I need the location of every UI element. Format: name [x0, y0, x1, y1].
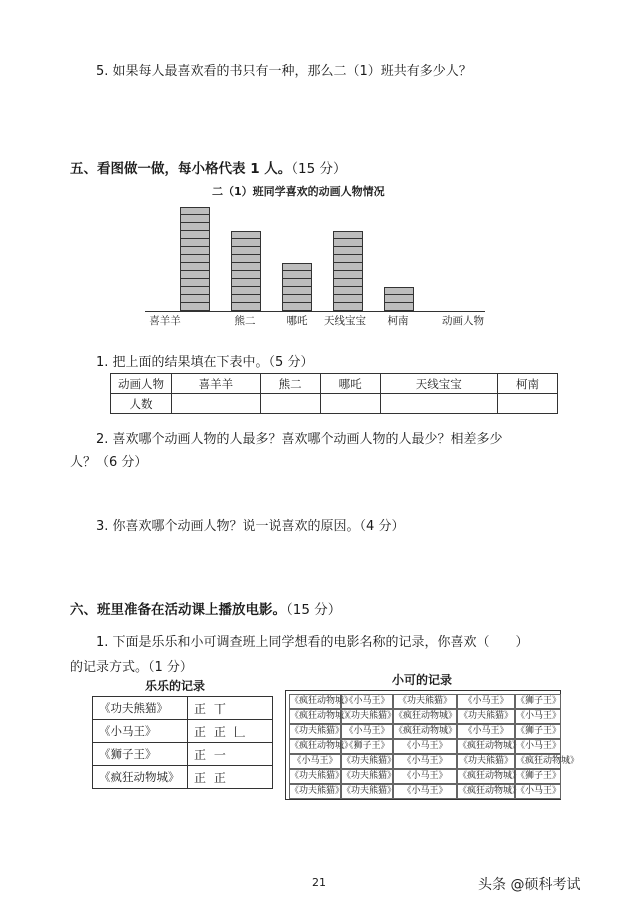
xiaoke-record-entry: 《功夫熊猫》	[341, 709, 393, 724]
bar-cell-1	[180, 295, 210, 303]
table-answer-row	[111, 394, 558, 414]
answer-cell[interactable]	[260, 394, 320, 414]
bar-cell-2	[231, 231, 261, 239]
bar-cell-1	[180, 279, 210, 287]
film-name: 《小马王》	[93, 720, 188, 743]
table-header-cell: 喜羊羊	[172, 374, 261, 394]
bar-cell-2	[231, 239, 261, 247]
table-header-cell: 天线宝宝	[380, 374, 497, 394]
xiaoke-record-entry: 《功夫熊猫》	[457, 754, 515, 769]
bar-cell-4	[333, 303, 363, 311]
bar-cell-1	[180, 263, 210, 271]
bar-cell-3	[282, 271, 312, 279]
chart-baseline	[145, 311, 485, 312]
section-6-q1-line-2: 的记录方式。（1 分）	[70, 660, 193, 675]
xiaoke-record-entry: 《疯狂动物城》	[289, 739, 341, 754]
question-5: 5. 如果每人最喜欢看的书只有一种，那么二（1）班共有多少人？	[96, 64, 472, 79]
xiaoke-record-entry: 《功夫熊猫》	[457, 709, 515, 724]
bar-cell-5	[384, 303, 414, 311]
answer-cell[interactable]	[380, 394, 497, 414]
film-name: 《功夫熊猫》	[93, 697, 188, 720]
bar-cell-1	[180, 247, 210, 255]
bar-cell-5	[384, 287, 414, 295]
result-table	[110, 373, 558, 414]
xiaoke-record-entry: 《疯狂动物城》	[393, 724, 457, 739]
section-6-points: （15 分）	[286, 602, 342, 618]
xiaoke-record-entry: 《狮子王》	[515, 769, 561, 784]
xiaoke-record-entry: 《功夫熊猫》	[341, 784, 393, 799]
section-6-title-text: 六、班里准备在活动课上播放电影。	[70, 602, 286, 618]
bar-cell-4	[333, 247, 363, 255]
table-header-cell: 柯南	[498, 374, 558, 394]
answer-cell[interactable]	[498, 394, 558, 414]
bar-cell-1	[180, 303, 210, 311]
bar-cell-1	[180, 215, 210, 223]
sub-question-3: 3. 你喜欢哪个动画人物？说一说喜欢的原因。（4 分）	[96, 519, 405, 534]
bar-chart	[140, 195, 500, 345]
xiaoke-record-entry: 《小马王》	[393, 739, 457, 754]
watermark-text: 头条 @硕科考试	[478, 877, 581, 893]
sub-question-1: 1. 把上面的结果填在下表中。（5 分）	[96, 355, 314, 370]
xtick-label: 熊二	[234, 315, 256, 327]
bar-cell-3	[282, 263, 312, 271]
xiaoke-record-entry: 《功夫熊猫》	[289, 724, 341, 739]
section-5-title-text: 五、看图做一做，每小格代表 1 人。	[70, 161, 292, 177]
lele-row	[93, 720, 273, 743]
lele-row	[93, 743, 273, 766]
bar-cell-1	[180, 239, 210, 247]
bar-cell-2	[231, 247, 261, 255]
xiaoke-record-entry: 《小马王》	[393, 769, 457, 784]
chart-title: 二（1）班同学喜欢的动画人物情况	[212, 185, 385, 198]
xiaoke-record-entry: 《小马王》	[457, 694, 515, 709]
bar-cell-2	[231, 287, 261, 295]
xiaoke-record-box	[285, 690, 580, 800]
bar-cell-1	[180, 271, 210, 279]
xtick-label: 天线宝宝	[324, 315, 366, 327]
xiaoke-record-entry: 《狮子王》	[515, 724, 561, 739]
table-row-label: 人数	[111, 394, 172, 414]
xiaoke-record-entry: 《小马王》	[341, 724, 393, 739]
xiaoke-record-entry: 《功夫熊猫》	[289, 769, 341, 784]
bar-cell-1	[180, 223, 210, 231]
xiaoke-record-entry: 《疯狂动物城》	[289, 709, 341, 724]
bar-cell-3	[282, 303, 312, 311]
sub-question-2-line-1: 2. 喜欢哪个动画人物的人最多？喜欢哪个动画人物的人最少？相差多少	[96, 432, 503, 447]
lele-record-table	[92, 696, 273, 789]
bar-cell-2	[231, 295, 261, 303]
bar-cell-4	[333, 231, 363, 239]
bar-cell-4	[333, 263, 363, 271]
bar-cell-3	[282, 287, 312, 295]
xiaoke-record-entry: 《疯狂动物城》	[457, 784, 515, 799]
xiaoke-record-entry: 《狮子王》	[515, 694, 561, 709]
bar-cell-1	[180, 207, 210, 215]
tally-text: 正 丅	[194, 701, 228, 716]
tally-marks	[188, 766, 273, 789]
bar-cell-1	[180, 231, 210, 239]
xtick-label: 哪吒	[286, 315, 308, 327]
xiaoke-record-entry: 《小马王》	[515, 709, 561, 724]
bar-cell-4	[333, 271, 363, 279]
xiaoke-record-entry: 《功夫熊猫》	[393, 694, 457, 709]
tally-marks	[188, 743, 273, 766]
film-name: 《疯狂动物城》	[93, 766, 188, 789]
xtick-label: 喜羊羊	[149, 315, 181, 327]
bar-cell-1	[180, 287, 210, 295]
table-header-cell: 哪吒	[320, 374, 380, 394]
section-6-q1-line-1: 1. 下面是乐乐和小可调查班上同学想看的电影名称的记录，你喜欢（ ）	[96, 635, 529, 650]
bar-cell-5	[384, 295, 414, 303]
xiaoke-record-entry: 《疯狂动物城》	[515, 754, 561, 769]
bar-cell-4	[333, 239, 363, 247]
lele-row	[93, 697, 273, 720]
xiaoke-record-title: 小可的记录	[392, 673, 453, 687]
xtick-label: 柯南	[387, 315, 409, 327]
bar-cell-3	[282, 279, 312, 287]
xiaoke-record-entry: 《疯狂动物城》	[457, 739, 515, 754]
answer-cell[interactable]	[320, 394, 380, 414]
bar-cell-4	[333, 255, 363, 263]
tally-marks	[188, 697, 273, 720]
section-5-title	[70, 157, 347, 177]
section-5-points: （15 分）	[291, 161, 347, 177]
tally-text: 正 正 𠃊	[194, 724, 248, 739]
bar-cell-2	[231, 303, 261, 311]
section-6-title	[70, 598, 341, 618]
film-name: 《狮子王》	[93, 743, 188, 766]
page-number: 21	[312, 876, 326, 889]
table-header-row	[111, 374, 558, 394]
bar-cell-4	[333, 287, 363, 295]
xiaoke-record-entry: 《疯狂动物城》	[393, 709, 457, 724]
tally-text: 正 正	[194, 770, 228, 785]
bar-cell-3	[282, 295, 312, 303]
tally-text: 正 一	[194, 747, 228, 762]
bar-cell-2	[231, 279, 261, 287]
xiaoke-record-entry: 《小马王》	[393, 784, 457, 799]
xiaoke-record-entry: 《小马王》	[457, 724, 515, 739]
xiaoke-record-entry: 《小马王》	[289, 754, 341, 769]
xiaoke-record-entry: 《小马王》	[341, 694, 393, 709]
lele-row	[93, 766, 273, 789]
bar-cell-2	[231, 263, 261, 271]
table-header-cell: 熊二	[260, 374, 320, 394]
bar-cell-2	[231, 255, 261, 263]
tally-marks	[188, 720, 273, 743]
xiaoke-record-entry: 《功夫熊猫》	[289, 784, 341, 799]
xiaoke-record-entry: 《狮子王》	[341, 739, 393, 754]
bar-cell-2	[231, 271, 261, 279]
table-header-cell: 动画人物	[111, 374, 172, 394]
xiaoke-record-entry: 《小马王》	[393, 754, 457, 769]
bar-cell-1	[180, 255, 210, 263]
x-axis-label: 动画人物	[442, 315, 484, 327]
xiaoke-record-entry: 《小马王》	[515, 739, 561, 754]
lele-record-title: 乐乐的记录	[145, 679, 206, 693]
bar-cell-4	[333, 295, 363, 303]
xiaoke-record-entry: 《功夫熊猫》	[341, 754, 393, 769]
bar-cell-4	[333, 279, 363, 287]
answer-cell[interactable]	[172, 394, 261, 414]
xiaoke-record-entry: 《小马王》	[515, 784, 561, 799]
xiaoke-record-entry: 《疯狂动物城》	[457, 769, 515, 784]
sub-question-2-line-2: 人？（6 分）	[70, 455, 148, 470]
xiaoke-record-entry: 《疯狂动物城》	[289, 694, 341, 709]
xiaoke-record-entry: 《功夫熊猫》	[341, 769, 393, 784]
